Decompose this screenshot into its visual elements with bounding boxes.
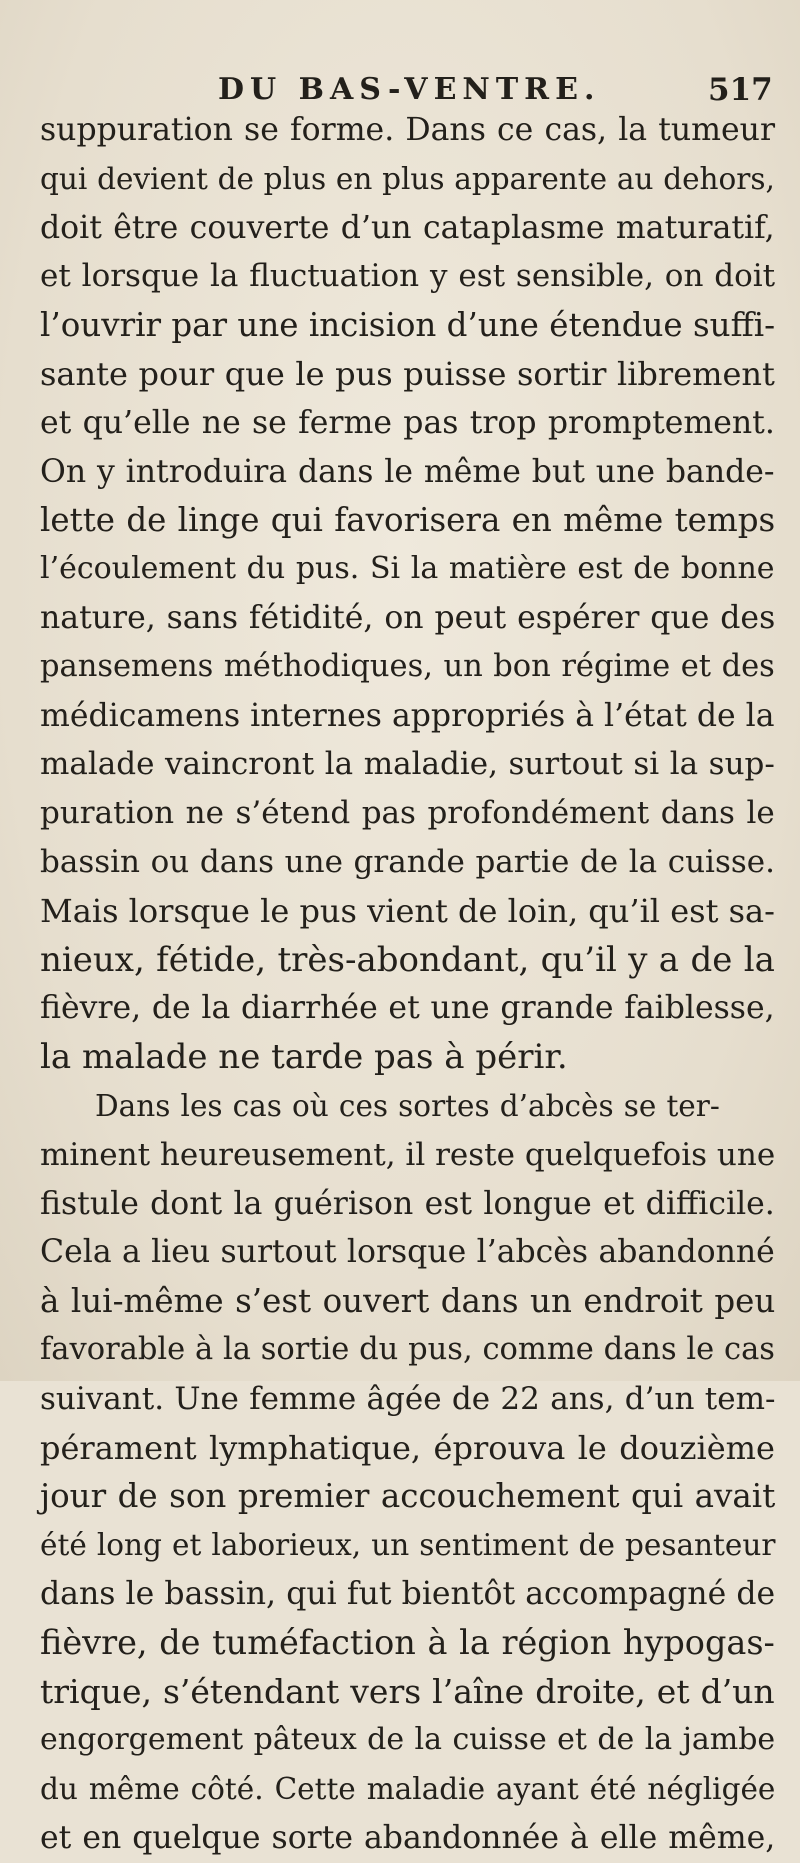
text-line: engorgement pâteux de la cuisse et de la jambe	[40, 1722, 776, 1758]
text-line: la malade ne tarde pas à périr.	[40, 1037, 568, 1078]
text-line: médicamens internes appropriés à l’état de la	[40, 697, 775, 734]
text-line: bassin ou dans une grande partie de la cuisse.	[40, 843, 775, 880]
text-line: été long et laborieux, un sentiment de pesanteur	[40, 1528, 776, 1563]
text-line: dans le bassin, qui fut bientôt accompagné de	[40, 1575, 776, 1612]
text-line: qui devient de plus en plus apparente au dehors,	[40, 161, 775, 196]
body-text	[40, 106, 775, 1863]
text-line: suivant. Une femme âgée de 22 ans, d’un tem-	[40, 1380, 776, 1417]
text-line: On y introduira dans le même but une bande-	[40, 453, 775, 490]
text-line: nature, sans fétidité, on peut espérer que des	[40, 599, 776, 636]
text-line: trique, s’étendant vers l’aîne droite, et d’un	[40, 1671, 775, 1711]
text-line: pansemens méthodiques, un bon régime et des	[40, 648, 775, 684]
text-line: jour de son premier accouchement qui avait	[40, 1477, 776, 1516]
text-line: fièvre, de tuméfaction à la région hypogas-	[40, 1622, 775, 1662]
text-line: et qu’elle ne se ferme pas trop promptement.	[40, 404, 775, 441]
text-line: nieux, fétide, très-abondant, qu’il y a de la	[40, 939, 775, 980]
text-line: Dans les cas où ces sortes d’abcès se ter-	[95, 1088, 720, 1123]
text-line: pérament lymphatique, éprouva le douzième	[40, 1428, 775, 1467]
text-line: malade vaincront la maladie, surtout si la sup-	[40, 746, 775, 783]
page-number: 517	[708, 72, 773, 108]
text-line: favorable à la sortie du pus, comme dans le cas	[40, 1331, 775, 1367]
running-head-title: DU BAS-VENTRE.	[218, 72, 601, 107]
text-line: à lui-même s’est ouvert dans un endroit peu	[40, 1282, 776, 1321]
text-line: doit être couverte d’un cataplasme maturatif,	[40, 209, 775, 246]
text-line: lette de linge qui favorisera en même temps	[40, 501, 776, 540]
text-line: fistule dont la guérison est longue et difficile.	[40, 1185, 775, 1222]
text-line: l’écoulement du pus. Si la matière est de bonne	[40, 551, 775, 587]
text-line: du même côté. Cette maladie ayant été négligée	[40, 1772, 776, 1807]
text-line: suppuration se forme. Dans ce cas, la tumeur	[40, 112, 776, 148]
text-line: l’ouvrir par une incision d’une étendue suffi-	[40, 306, 776, 345]
text-line: Cela a lieu surtout lorsque l’abcès abandonné	[40, 1234, 775, 1271]
text-line: puration ne s’étend pas profondément dans le	[40, 795, 775, 832]
text-line: et en quelque sorte abandonnée à elle même,	[40, 1819, 776, 1856]
text-line: Mais lorsque le pus vient de loin, qu’il est sa-	[40, 891, 775, 930]
text-line: sante pour que le pus puisse sortir librement	[40, 354, 775, 393]
text-line: minent heureusement, il reste quelquefois une	[40, 1136, 776, 1173]
text-line: fièvre, de la diarrhée et une grande faiblesse,	[40, 990, 775, 1027]
text-line: et lorsque la fluctuation y est sensible, on doit	[40, 258, 776, 295]
